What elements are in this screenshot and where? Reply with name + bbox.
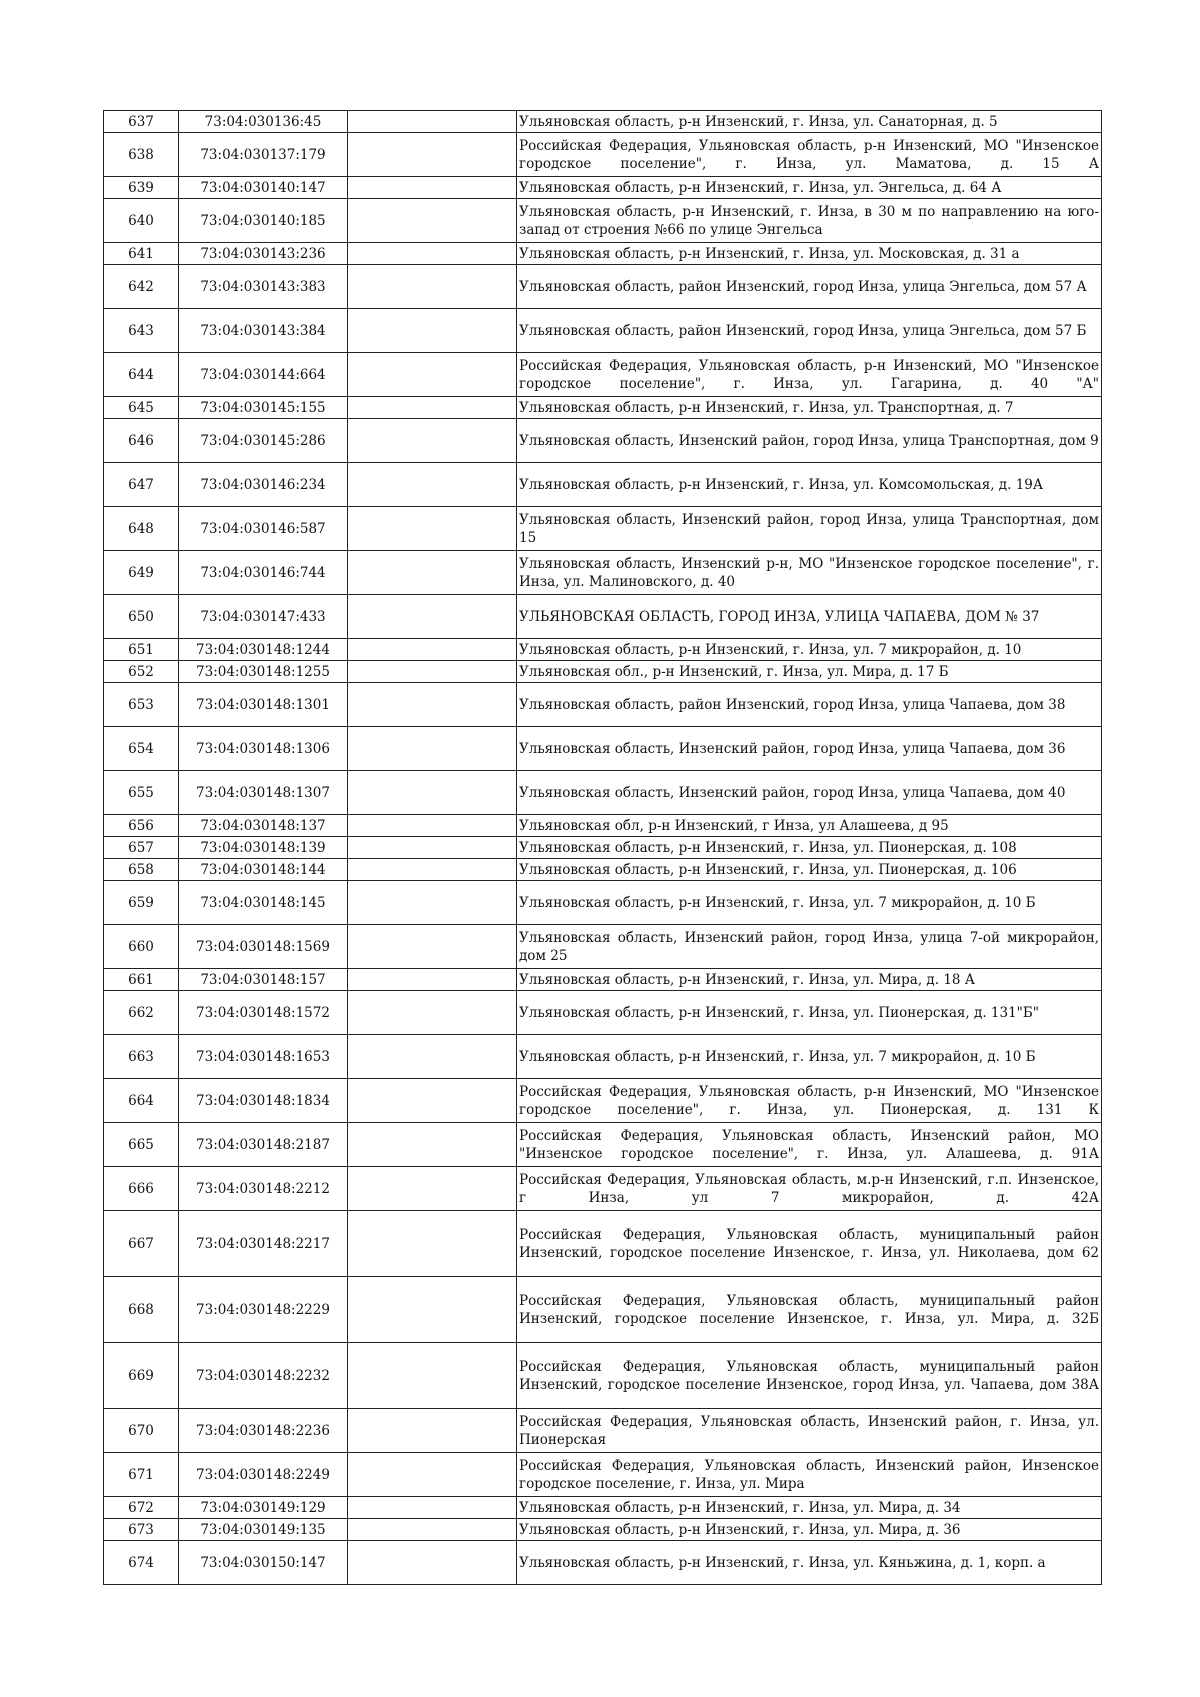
empty-cell <box>348 265 517 309</box>
row-number: 674 <box>104 1541 179 1585</box>
empty-cell <box>348 925 517 969</box>
address-cell: Ульяновская область, Инзенский район, город Инза, улица Чапаева, дом 36 <box>517 727 1102 771</box>
address-cell: Российская Федерация, Ульяновская область, р-н Инзенский, МО "Инзенское городское поселение", г. Инза, ул. Пионерская, д. 131 К <box>517 1079 1102 1123</box>
empty-cell <box>348 1453 517 1497</box>
table-row <box>104 1409 1102 1453</box>
address-cell: Ульяновская область, р-н Инзенский, г. Инза, ул. Транспортная, д. 7 <box>517 397 1102 419</box>
row-number: 670 <box>104 1409 179 1453</box>
cadastral-number: 73:04:030148:1569 <box>179 925 348 969</box>
address-cell: Ульяновская область, Инзенский район, город Инза, улица Чапаева, дом 40 <box>517 771 1102 815</box>
address-cell: Ульяновская обл, р-н Инзенский, г Инза, ул Алашеева, д 95 <box>517 815 1102 837</box>
table-row <box>104 1343 1102 1409</box>
row-number: 660 <box>104 925 179 969</box>
cadastral-number: 73:04:030143:236 <box>179 243 348 265</box>
table-row <box>104 177 1102 199</box>
cadastral-number: 73:04:030148:1834 <box>179 1079 348 1123</box>
cadastral-number: 73:04:030148:2236 <box>179 1409 348 1453</box>
address-cell: Российская Федерация, Ульяновская область, муниципальный район Инзенский, городское поселение Инзенское, город Инза, ул. Чапаева, дом 38А <box>517 1343 1102 1409</box>
empty-cell <box>348 199 517 243</box>
cadastral-number: 73:04:030148:1306 <box>179 727 348 771</box>
address-cell: Ульяновская область, район Инзенский, город Инза, улица Энгельса, дом 57 А <box>517 265 1102 309</box>
empty-cell <box>348 353 517 397</box>
table-row <box>104 859 1102 881</box>
empty-cell <box>348 771 517 815</box>
empty-cell <box>348 859 517 881</box>
table-row <box>104 969 1102 991</box>
address-cell: Ульяновская область, Инзенский р-н, МО "Инзенское городское поселение", г. Инза, ул. Малиновского, д. 40 <box>517 551 1102 595</box>
empty-cell <box>348 1167 517 1211</box>
table-row <box>104 133 1102 177</box>
cadastral-number: 73:04:030146:587 <box>179 507 348 551</box>
row-number: 649 <box>104 551 179 595</box>
address-cell: Российская Федерация, Ульяновская область, Инзенский район, МО "Инзенское городское поселение", г. Инза, ул. Алашеева, д. 91А <box>517 1123 1102 1167</box>
row-number: 652 <box>104 661 179 683</box>
cadastral-number: 73:04:030143:383 <box>179 265 348 309</box>
address-cell: Ульяновская область, р-н Инзенский, г. Инза, ул. Санаторная, д. 5 <box>517 111 1102 133</box>
cadastral-number: 73:04:030148:145 <box>179 881 348 925</box>
row-number: 667 <box>104 1211 179 1277</box>
table-row <box>104 1167 1102 1211</box>
cadastral-number: 73:04:030148:1255 <box>179 661 348 683</box>
row-number: 647 <box>104 463 179 507</box>
cadastral-number: 73:04:030148:2249 <box>179 1453 348 1497</box>
cadastral-number: 73:04:030148:2212 <box>179 1167 348 1211</box>
address-cell: Ульяновская область, район Инзенский, город Инза, улица Чапаева, дом 38 <box>517 683 1102 727</box>
cadastral-number: 73:04:030148:1244 <box>179 639 348 661</box>
table-row <box>104 419 1102 463</box>
row-number: 638 <box>104 133 179 177</box>
cadastral-number: 73:04:030145:286 <box>179 419 348 463</box>
table-row <box>104 1453 1102 1497</box>
table-row <box>104 683 1102 727</box>
cadastral-number: 73:04:030140:185 <box>179 199 348 243</box>
address-cell: Ульяновская область, р-н Инзенский, г. Инза, ул. Кяньжина, д. 1, корп. а <box>517 1541 1102 1585</box>
row-number: 666 <box>104 1167 179 1211</box>
row-number: 669 <box>104 1343 179 1409</box>
cadastral-number: 73:04:030148:157 <box>179 969 348 991</box>
address-cell: Ульяновская область, р-н Инзенский, г. Инза, ул. Мира, д. 18 А <box>517 969 1102 991</box>
row-number: 657 <box>104 837 179 859</box>
table-row <box>104 595 1102 639</box>
empty-cell <box>348 639 517 661</box>
address-cell: УЛЬЯНОВСКАЯ ОБЛАСТЬ, ГОРОД ИНЗА, УЛИЦА ЧАПАЕВА, ДОМ № 37 <box>517 595 1102 639</box>
row-number: 641 <box>104 243 179 265</box>
cadastral-number: 73:04:030148:2229 <box>179 1277 348 1343</box>
registry-table <box>103 110 1102 1585</box>
row-number: 663 <box>104 1035 179 1079</box>
cadastral-number: 73:04:030148:137 <box>179 815 348 837</box>
empty-cell <box>348 815 517 837</box>
row-number: 648 <box>104 507 179 551</box>
empty-cell <box>348 1211 517 1277</box>
row-number: 650 <box>104 595 179 639</box>
empty-cell <box>348 133 517 177</box>
table-row <box>104 771 1102 815</box>
empty-cell <box>348 1123 517 1167</box>
cadastral-number: 73:04:030148:144 <box>179 859 348 881</box>
address-cell: Ульяновская область, Инзенский район, город Инза, улица Транспортная, дом 9 <box>517 419 1102 463</box>
cadastral-number: 73:04:030145:155 <box>179 397 348 419</box>
cadastral-number: 73:04:030144:664 <box>179 353 348 397</box>
address-cell: Российская Федерация, Ульяновская область, Инзенский район, Инзенское городское поселение, г. Инза, ул. Мира <box>517 1453 1102 1497</box>
row-number: 654 <box>104 727 179 771</box>
table-row <box>104 397 1102 419</box>
table-row <box>104 991 1102 1035</box>
table-row <box>104 243 1102 265</box>
table-row <box>104 199 1102 243</box>
cadastral-number: 73:04:030148:1301 <box>179 683 348 727</box>
address-cell: Ульяновская область, р-н Инзенский, г. Инза, ул. Московская, д. 31 а <box>517 243 1102 265</box>
empty-cell <box>348 463 517 507</box>
table-row <box>104 353 1102 397</box>
empty-cell <box>348 881 517 925</box>
empty-cell <box>348 1079 517 1123</box>
address-cell: Ульяновская область, р-н Инзенский, г. Инза, ул. Пионерская, д. 131"Б" <box>517 991 1102 1035</box>
empty-cell <box>348 837 517 859</box>
row-number: 661 <box>104 969 179 991</box>
address-cell: Ульяновская область, район Инзенский, город Инза, улица Энгельса, дом 57 Б <box>517 309 1102 353</box>
cadastral-number: 73:04:030150:147 <box>179 1541 348 1585</box>
row-number: 668 <box>104 1277 179 1343</box>
empty-cell <box>348 1343 517 1409</box>
empty-cell <box>348 397 517 419</box>
registry-table-body <box>104 111 1102 1585</box>
table-row <box>104 1541 1102 1585</box>
table-row <box>104 1035 1102 1079</box>
cadastral-number: 73:04:030148:1572 <box>179 991 348 1035</box>
row-number: 673 <box>104 1519 179 1541</box>
address-cell: Ульяновская область, р-н Инзенский, г. Инза, ул. Мира, д. 34 <box>517 1497 1102 1519</box>
table-row <box>104 1079 1102 1123</box>
table-row <box>104 727 1102 771</box>
cadastral-number: 73:04:030146:744 <box>179 551 348 595</box>
row-number: 655 <box>104 771 179 815</box>
empty-cell <box>348 111 517 133</box>
address-cell: Ульяновская обл., р-н Инзенский, г. Инза, ул. Мира, д. 17 Б <box>517 661 1102 683</box>
row-number: 645 <box>104 397 179 419</box>
address-cell: Ульяновская область, Инзенский район, город Инза, улица Транспортная, дом 15 <box>517 507 1102 551</box>
cadastral-number: 73:04:030149:135 <box>179 1519 348 1541</box>
empty-cell <box>348 1519 517 1541</box>
cadastral-number: 73:04:030147:433 <box>179 595 348 639</box>
row-number: 653 <box>104 683 179 727</box>
row-number: 658 <box>104 859 179 881</box>
empty-cell <box>348 1035 517 1079</box>
row-number: 646 <box>104 419 179 463</box>
table-row <box>104 265 1102 309</box>
cadastral-number: 73:04:030140:147 <box>179 177 348 199</box>
table-row <box>104 111 1102 133</box>
row-number: 664 <box>104 1079 179 1123</box>
row-number: 672 <box>104 1497 179 1519</box>
cadastral-number: 73:04:030137:179 <box>179 133 348 177</box>
table-row <box>104 1497 1102 1519</box>
cadastral-number: 73:04:030148:2232 <box>179 1343 348 1409</box>
table-row <box>104 551 1102 595</box>
empty-cell <box>348 1497 517 1519</box>
row-number: 637 <box>104 111 179 133</box>
cadastral-number: 73:04:030143:384 <box>179 309 348 353</box>
cadastral-number: 73:04:030148:1653 <box>179 1035 348 1079</box>
address-cell: Ульяновская область, р-н Инзенский, г. Инза, ул. 7 микрорайон, д. 10 Б <box>517 881 1102 925</box>
cadastral-number: 73:04:030136:45 <box>179 111 348 133</box>
address-cell: Российская Федерация, Ульяновская область, муниципальный район Инзенский, городское поселение Инзенское, г. Инза, ул. Мира, д. 32Б <box>517 1277 1102 1343</box>
row-number: 639 <box>104 177 179 199</box>
table-row <box>104 1123 1102 1167</box>
table-row <box>104 1519 1102 1541</box>
empty-cell <box>348 551 517 595</box>
address-cell: Ульяновская область, р-н Инзенский, г. Инза, ул. 7 микрорайон, д. 10 Б <box>517 1035 1102 1079</box>
table-row <box>104 837 1102 859</box>
address-cell: Ульяновская область, р-н Инзенский, г. Инза, в 30 м по направлению на юго-запад от строения №66 по улице Энгельса <box>517 199 1102 243</box>
empty-cell <box>348 661 517 683</box>
empty-cell <box>348 309 517 353</box>
empty-cell <box>348 595 517 639</box>
table-row <box>104 639 1102 661</box>
table-row <box>104 815 1102 837</box>
cadastral-number: 73:04:030148:1307 <box>179 771 348 815</box>
empty-cell <box>348 727 517 771</box>
address-cell: Ульяновская область, р-н Инзенский, г. Инза, ул. Пионерская, д. 108 <box>517 837 1102 859</box>
table-row <box>104 925 1102 969</box>
row-number: 642 <box>104 265 179 309</box>
address-cell: Ульяновская область, р-н Инзенский, г. Инза, ул. Пионерская, д. 106 <box>517 859 1102 881</box>
row-number: 644 <box>104 353 179 397</box>
table-row <box>104 661 1102 683</box>
empty-cell <box>348 243 517 265</box>
row-number: 659 <box>104 881 179 925</box>
address-cell: Российская Федерация, Ульяновская область, р-н Инзенский, МО "Инзенское городское поселение", г. Инза, ул. Маматова, д. 15 А <box>517 133 1102 177</box>
empty-cell <box>348 1277 517 1343</box>
cadastral-number: 73:04:030148:2217 <box>179 1211 348 1277</box>
cadastral-number: 73:04:030149:129 <box>179 1497 348 1519</box>
table-row <box>104 507 1102 551</box>
empty-cell <box>348 969 517 991</box>
empty-cell <box>348 1541 517 1585</box>
row-number: 640 <box>104 199 179 243</box>
table-row <box>104 309 1102 353</box>
row-number: 671 <box>104 1453 179 1497</box>
address-cell: Ульяновская область, Инзенский район, город Инза, улица 7-ой микрорайон, дом 25 <box>517 925 1102 969</box>
row-number: 665 <box>104 1123 179 1167</box>
empty-cell <box>348 1409 517 1453</box>
empty-cell <box>348 177 517 199</box>
address-cell: Российская Федерация, Ульяновская область, Инзенский район, г. Инза, ул. Пионерская <box>517 1409 1102 1453</box>
address-cell: Ульяновская область, р-н Инзенский, г. Инза, ул. Энгельса, д. 64 А <box>517 177 1102 199</box>
empty-cell <box>348 683 517 727</box>
address-cell: Российская Федерация, Ульяновская область, м.р-н Инзенский, г.п. Инзенское, г Инза, ул 7 микрорайон, д. 42А <box>517 1167 1102 1211</box>
row-number: 651 <box>104 639 179 661</box>
table-row <box>104 463 1102 507</box>
row-number: 656 <box>104 815 179 837</box>
empty-cell <box>348 991 517 1035</box>
cadastral-number: 73:04:030148:139 <box>179 837 348 859</box>
address-cell: Российская Федерация, Ульяновская область, муниципальный район Инзенский, городское поселение Инзенское, г. Инза, ул. Николаева, дом 62 <box>517 1211 1102 1277</box>
row-number: 662 <box>104 991 179 1035</box>
address-cell: Ульяновская область, р-н Инзенский, г. Инза, ул. Комсомольская, д. 19А <box>517 463 1102 507</box>
cadastral-number: 73:04:030148:2187 <box>179 1123 348 1167</box>
empty-cell <box>348 419 517 463</box>
address-cell: Ульяновская область, р-н Инзенский, г. Инза, ул. 7 микрорайон, д. 10 <box>517 639 1102 661</box>
empty-cell <box>348 507 517 551</box>
row-number: 643 <box>104 309 179 353</box>
table-row <box>104 1211 1102 1277</box>
table-row <box>104 881 1102 925</box>
cadastral-number: 73:04:030146:234 <box>179 463 348 507</box>
table-row <box>104 1277 1102 1343</box>
address-cell: Ульяновская область, р-н Инзенский, г. Инза, ул. Мира, д. 36 <box>517 1519 1102 1541</box>
address-cell: Российская Федерация, Ульяновская область, р-н Инзенский, МО "Инзенское городское поселение", г. Инза, ул. Гагарина, д. 40 "А" <box>517 353 1102 397</box>
